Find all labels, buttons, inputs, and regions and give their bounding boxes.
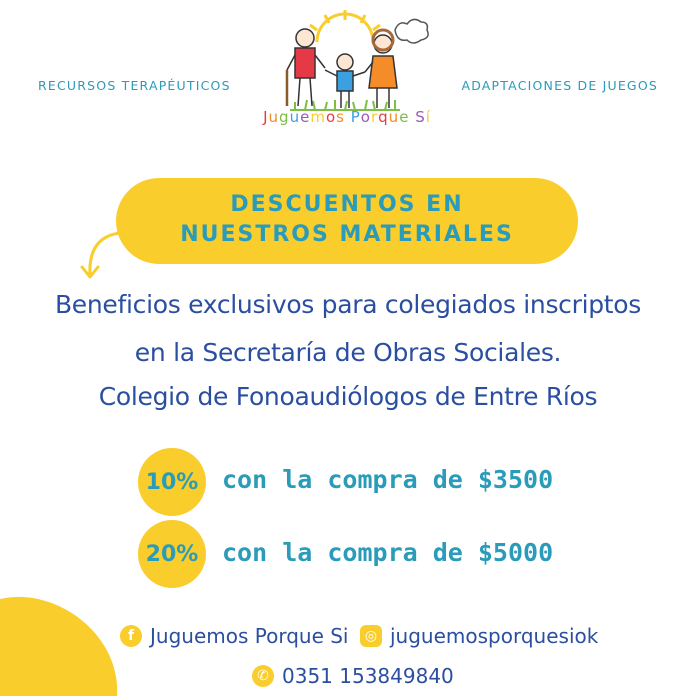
- description-line-1: Beneficios exclusivos para colegiados inscriptos: [54, 290, 642, 319]
- instagram-handle: juguemosporquesiok: [390, 624, 599, 648]
- sun-icon: [310, 10, 380, 42]
- label-recursos-terapeuticos: RECURSOS TERAPÉUTICOS: [38, 78, 231, 93]
- whatsapp-number: 0351 153849840: [282, 664, 454, 688]
- banner-title-line-2: NUESTROS MATERIALES: [180, 222, 514, 247]
- whatsapp-icon: ✆: [252, 665, 274, 687]
- whatsapp-contact[interactable]: [252, 664, 454, 688]
- facebook-contact[interactable]: [120, 624, 349, 648]
- offer-text-20: con la compra de $5000: [222, 538, 554, 567]
- child-figure: [325, 54, 365, 108]
- discount-badge-20: 20%: [138, 520, 206, 588]
- offer-text-10: con la compra de $3500: [222, 465, 554, 494]
- facebook-icon: f: [120, 625, 142, 647]
- cloud-icon: [395, 19, 428, 43]
- discount-banner: [116, 178, 578, 264]
- banner-title-line-1: DESCUENTOS EN: [230, 192, 464, 217]
- grandpa-figure: [287, 29, 325, 106]
- facebook-handle: Juguemos Porque Si: [150, 624, 349, 648]
- instagram-contact[interactable]: [360, 624, 598, 648]
- instagram-icon: ◎: [360, 625, 382, 647]
- grandma-figure: [365, 30, 397, 108]
- description-line-2: en la Secretaría de Obras Sociales.: [134, 338, 562, 367]
- label-adaptaciones-juegos: ADAPTACIONES DE JUEGOS: [461, 78, 658, 93]
- logo-title: Juguemos Porque Sí: [263, 108, 431, 126]
- discount-badge-10: 10%: [138, 448, 206, 516]
- description-line-3: Colegio de Fonoaudiólogos de Entre Ríos: [98, 382, 598, 411]
